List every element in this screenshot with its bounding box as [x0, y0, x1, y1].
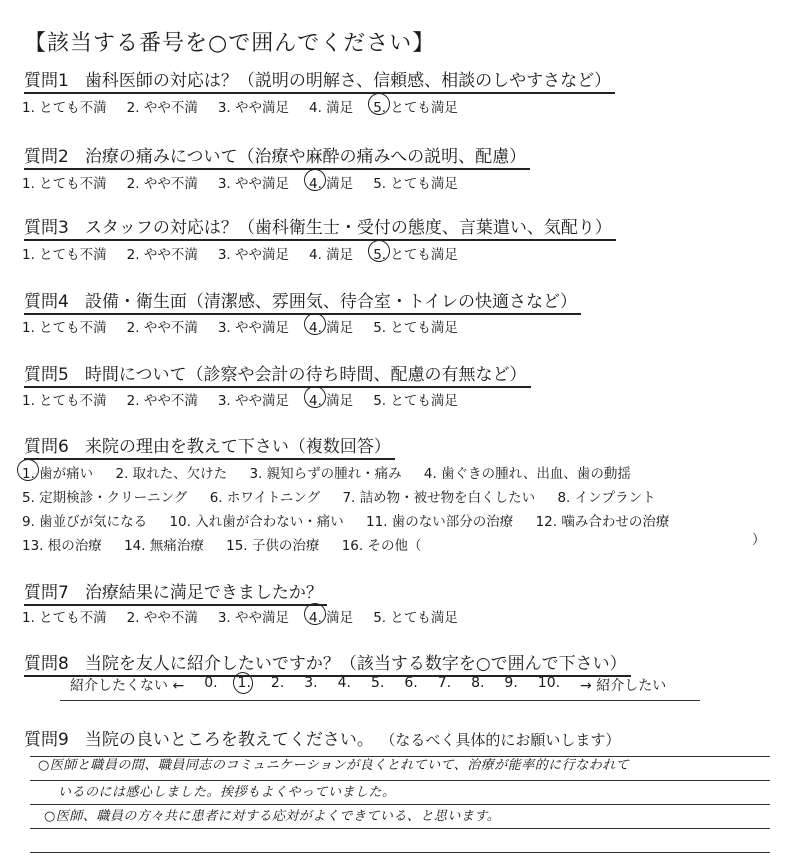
option-2[interactable]: 2. やや不満	[126, 320, 198, 336]
scale-1-selected[interactable]	[238, 675, 251, 695]
option-4-selected[interactable]	[309, 606, 353, 626]
reason-13[interactable]: 13. 根の治療	[22, 538, 102, 554]
question-6-row-4	[22, 534, 439, 554]
option-2[interactable]: 2. やや不満	[126, 610, 198, 626]
question-5-title	[24, 360, 531, 388]
scale-3[interactable]: 3.	[304, 675, 318, 691]
question-text: 歯科医師の対応は？（説明の明解さ、信頼感、相談のしやすさなど）	[84, 71, 612, 91]
question-5-options	[22, 389, 458, 409]
scale-10[interactable]: 10.	[537, 675, 561, 691]
reason-4[interactable]: 4. 歯ぐきの腫れ、出血、歯の動揺	[423, 466, 631, 482]
reason-6[interactable]: 6. ホワイトニング	[209, 490, 321, 506]
option-4[interactable]: 4. 満足	[309, 100, 354, 116]
scale-left-label: 紹介したくない ←	[70, 678, 185, 694]
scale-0[interactable]: 0.	[204, 675, 218, 691]
answer-line-4	[30, 828, 770, 829]
question-text: スタッフの対応は？（歯科衛生士・受付の態度、言葉遣い、気配り）	[84, 218, 612, 238]
question-2-title	[24, 142, 530, 170]
scale-2[interactable]: 2.	[270, 675, 285, 691]
scale-6[interactable]: 6.	[404, 675, 418, 691]
question-9-title	[24, 725, 624, 751]
option-3[interactable]: 3. やや満足	[217, 176, 290, 192]
question-6-row-3	[22, 510, 687, 530]
question-1-options	[22, 96, 458, 116]
question-4-options	[22, 316, 458, 336]
option-4-selected[interactable]	[309, 172, 353, 192]
option-1[interactable]: 1. とても不満	[22, 320, 107, 336]
option-3[interactable]: 3. やや満足	[217, 247, 290, 263]
option-3[interactable]: 3. やや満足	[217, 393, 290, 409]
option-5[interactable]: 5. とても満足	[373, 176, 458, 192]
question-number: 質問9	[24, 730, 69, 750]
recommend-scale	[70, 675, 666, 695]
answer-line-5	[30, 852, 770, 853]
scale-4[interactable]: 4.	[337, 675, 351, 691]
option-label: 5. とても満足	[373, 100, 458, 116]
question-number: 質問5	[24, 365, 69, 385]
question-8-title	[24, 649, 631, 677]
option-1[interactable]: 1. とても不満	[22, 393, 107, 409]
question-note: （なるべく具体的にお願いします）	[387, 731, 621, 749]
option-1[interactable]: 1. とても不満	[22, 247, 107, 263]
option-1[interactable]: 1. とても不満	[22, 100, 107, 116]
option-1[interactable]: 1. とても不満	[22, 610, 107, 626]
option-3[interactable]: 3. やや満足	[217, 100, 290, 116]
question-number: 質問7	[24, 583, 69, 603]
reason-16[interactable]: 16. その他（	[341, 538, 422, 554]
option-2[interactable]: 2. やや不満	[126, 393, 198, 409]
option-3[interactable]: 3. やや満足	[217, 320, 290, 336]
question-7-title	[24, 578, 327, 606]
option-label: 4. 満足	[309, 393, 354, 409]
question-6-row-1	[22, 462, 649, 482]
option-2[interactable]: 2. やや不満	[126, 176, 198, 192]
reason-12[interactable]: 12. 噛み合わせの治療	[535, 514, 670, 530]
question-number: 質問3	[24, 218, 69, 238]
option-1[interactable]: 1. とても不満	[22, 176, 107, 192]
scale-8[interactable]: 8.	[471, 675, 485, 691]
option-label: 1.	[237, 675, 251, 691]
question-3-title	[24, 213, 616, 241]
question-1-title	[24, 66, 615, 94]
reason-8[interactable]: 8. インプラント	[557, 490, 656, 506]
question-6-row-2	[22, 486, 674, 506]
reason-9[interactable]: 9. 歯並びが気になる	[22, 514, 148, 530]
question-text: 当院を友人に紹介したいですか？（該当する数字を○で囲んで下さい）	[84, 654, 627, 674]
option-4-selected[interactable]	[309, 316, 353, 336]
reason-2[interactable]: 2. 取れた、欠けた	[115, 466, 228, 482]
option-5[interactable]: 5. とても満足	[373, 320, 458, 336]
question-number: 質問6	[24, 437, 69, 457]
option-5[interactable]: 5. とても満足	[373, 610, 458, 626]
reason-7[interactable]: 7. 詰め物・被せ物を白くしたい	[342, 490, 536, 506]
reason-3[interactable]: 3. 親知らずの腫れ・痛み	[249, 466, 402, 482]
question-3-options	[22, 243, 458, 263]
option-5[interactable]: 5. とても満足	[373, 393, 458, 409]
scale-underline	[60, 700, 700, 701]
question-number: 質問8	[24, 654, 69, 674]
option-5-selected[interactable]	[373, 243, 458, 263]
option-label: 4. 満足	[309, 320, 354, 336]
reason-15[interactable]: 15. 子供の治療	[226, 538, 320, 554]
question-number: 質問4	[24, 292, 69, 312]
question-text: 治療の痛みについて（治療や麻酔の痛みへの説明、配慮）	[84, 147, 527, 167]
option-label: 4. 満足	[309, 176, 354, 192]
option-5-selected[interactable]	[373, 96, 458, 116]
reason-10[interactable]: 10. 入れ歯が合わない・痛い	[169, 514, 344, 530]
question-text: 治療結果に満足できましたか？	[84, 583, 323, 603]
scale-7[interactable]: 7.	[437, 675, 452, 691]
question-text: 来院の理由を教えて下さい（複数回答）	[84, 437, 391, 457]
scale-right-label: → 紹介したい	[580, 678, 667, 694]
reason-1-selected[interactable]	[22, 462, 93, 482]
reason-11[interactable]: 11. 歯のない部分の治療	[366, 514, 514, 530]
handwritten-answer-3: ○医師、職員の方々共に患者に対する応対がよくできている、と思います。	[44, 809, 501, 824]
option-2[interactable]: 2. やや不満	[126, 100, 198, 116]
option-3[interactable]: 3. やや満足	[217, 610, 290, 626]
instruction-heading: 【該当する番号を○で囲んでください】	[24, 31, 436, 56]
scale-9[interactable]: 9.	[504, 675, 518, 691]
question-text: 時間について（診察や会計の待ち時間、配慮の有無など）	[84, 365, 527, 385]
handwritten-answer-2: いるのには感心しました。挨拶もよくやっていました。	[58, 785, 396, 800]
other-close-paren: ）	[752, 532, 766, 548]
reason-14[interactable]: 14. 無痛治療	[124, 538, 204, 554]
question-2-options	[22, 172, 458, 192]
option-4[interactable]: 4. 満足	[309, 247, 354, 263]
option-label: 5. とても満足	[373, 247, 458, 263]
handwritten-answer-1: ○医師と職員の間、職員同志のコミュニケーションが良くとれていて、治療が能率的に行なわれて	[38, 758, 630, 773]
question-text: 設備・衛生面（清潔感、雰囲気、待合室・トイレの快適さなど）	[84, 292, 577, 312]
reason-5[interactable]: 5. 定期検診・クリーニング	[22, 490, 188, 506]
option-label: 4. 満足	[309, 610, 354, 626]
option-4-selected[interactable]	[309, 389, 353, 409]
question-6-title	[24, 432, 395, 460]
option-2[interactable]: 2. やや不満	[126, 247, 198, 263]
question-7-options	[22, 606, 458, 626]
question-number: 質問2	[24, 147, 69, 167]
option-label: 1. 歯が痛い	[22, 466, 94, 482]
scale-5[interactable]: 5.	[370, 675, 385, 691]
question-number: 質問1	[24, 71, 69, 91]
question-4-title	[24, 287, 581, 315]
question-text: 当院の良いところを教えてください。	[84, 730, 374, 750]
